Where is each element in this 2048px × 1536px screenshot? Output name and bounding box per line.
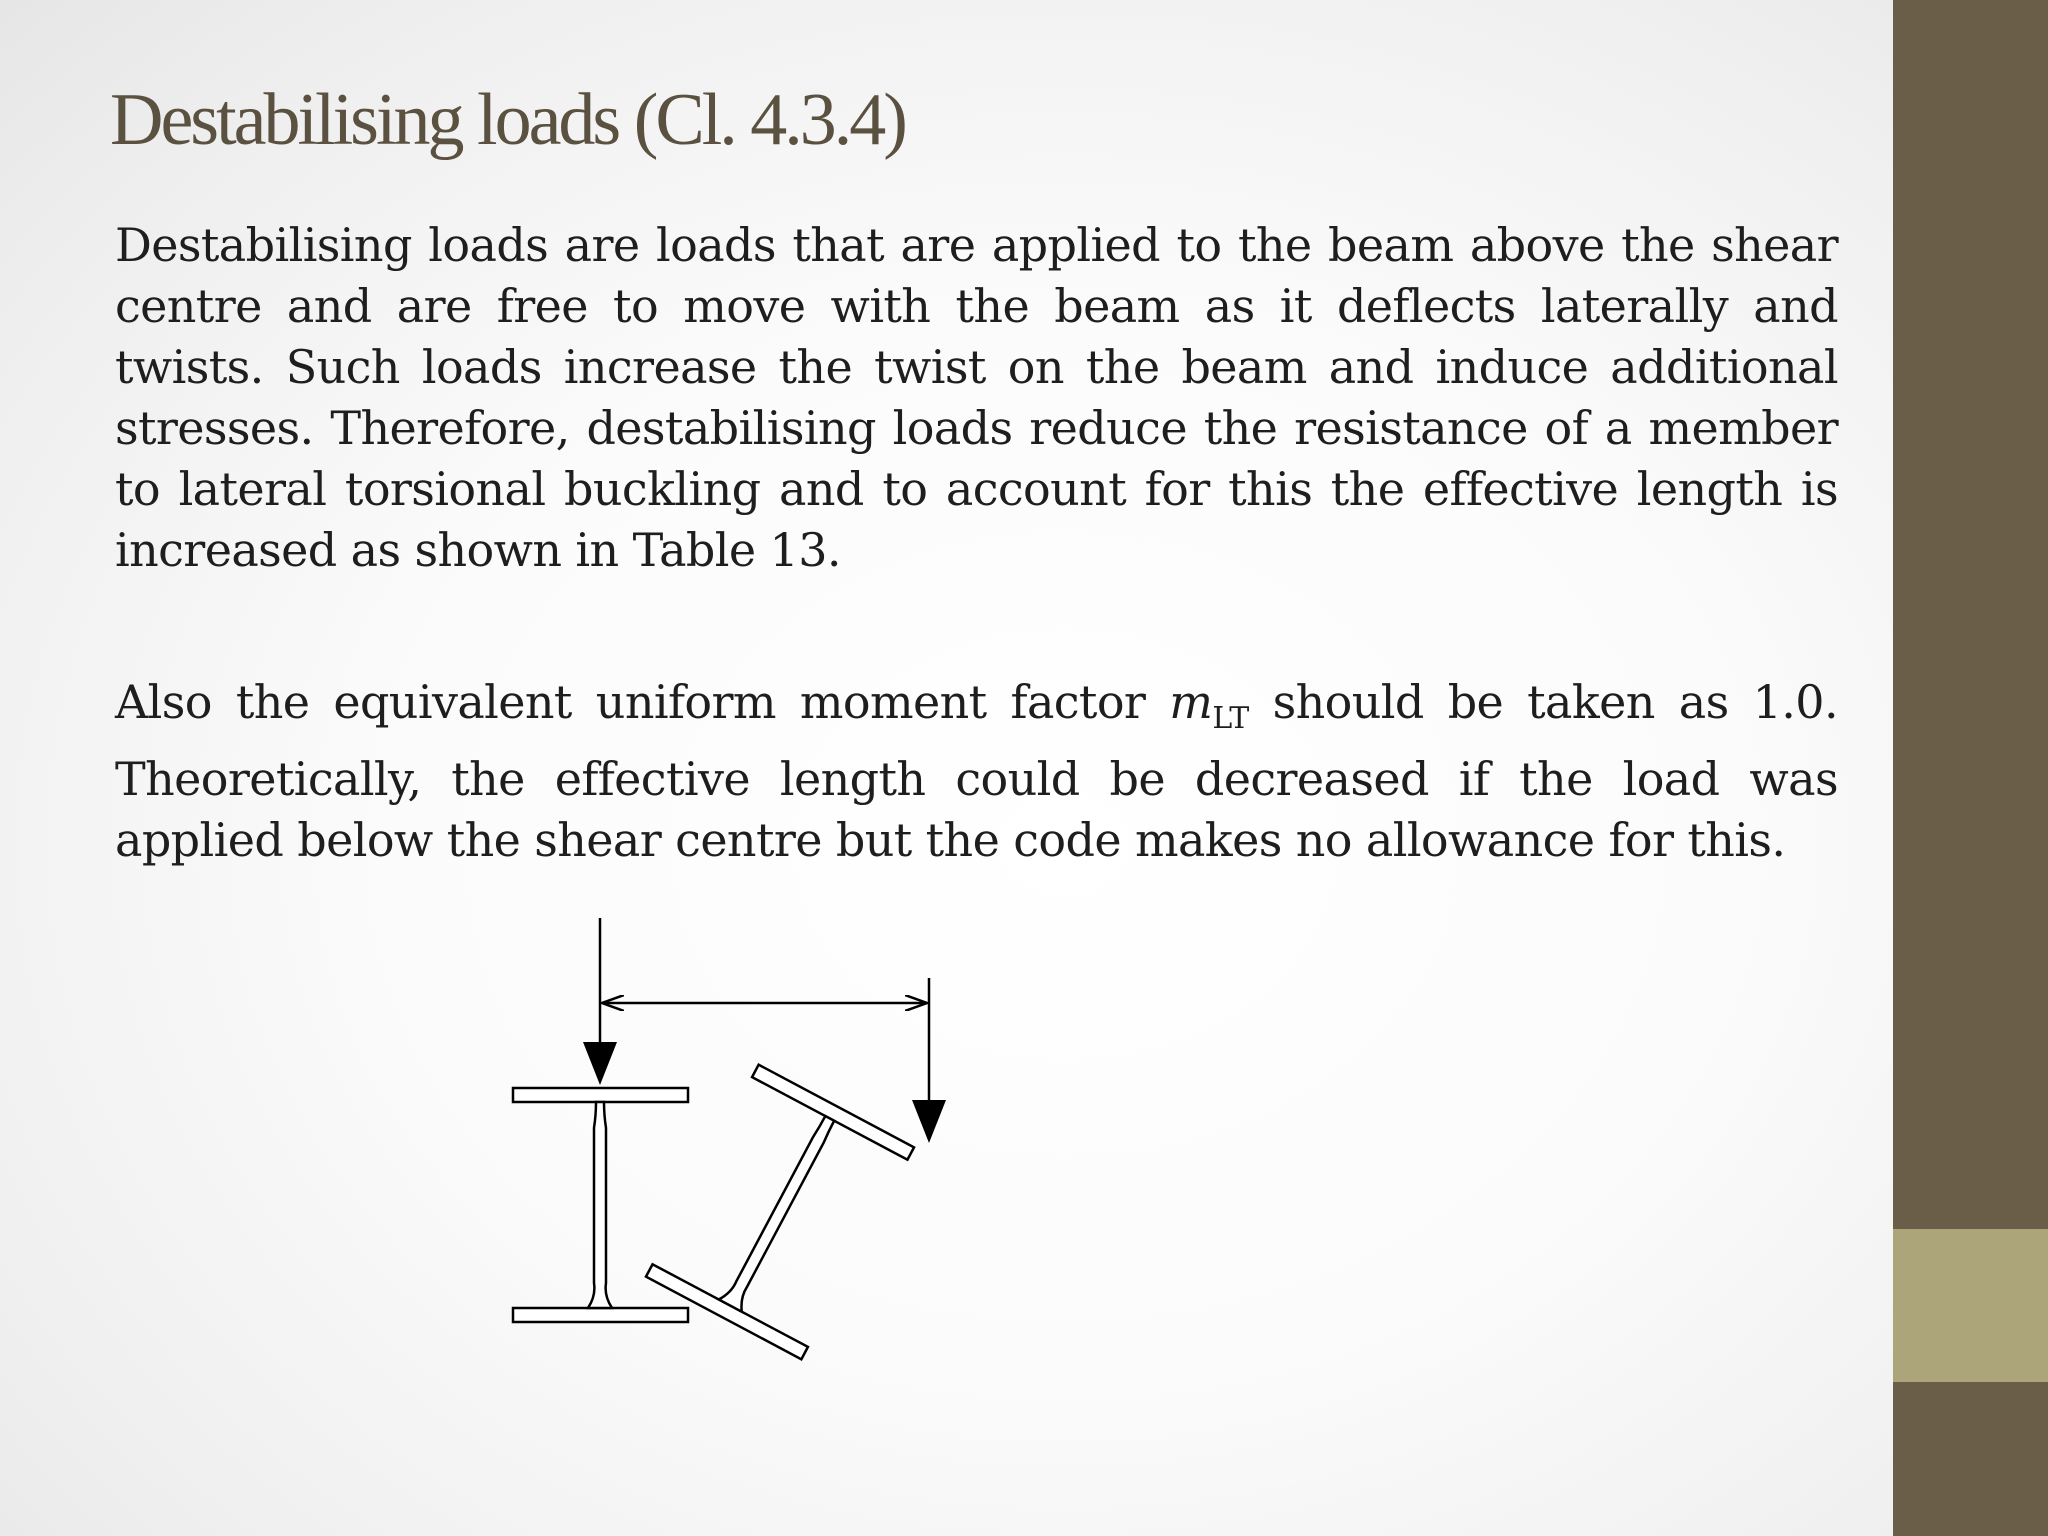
upright-i-beam [513, 1088, 688, 1322]
paragraph-text-start: Also the equivalent uniform moment factor [115, 675, 1170, 729]
variable-subscript: LT [1212, 701, 1249, 736]
sidebar-accent-block [1893, 1229, 2048, 1382]
paragraph-destabilising-definition: Destabilising loads are loads that are applied to the beam above the shear centre and are free to move with the beam as it deflects laterally and twists. Such loads increase the twist on the beam and induce additional stresses. Therefore, destabilising loads reduce the resistance of a member to lateral torsional buckling and to account for this the effective length is increased as shown in Table 13. [115, 218, 1838, 577]
load-arrow-upright [583, 918, 617, 1085]
variable-m [1169, 675, 1249, 736]
paragraph-text-end: should be taken as 1.0. Theoretically, the effective length could be decreased if the load was applied below the shear centre but the code makes no allowance for this. [115, 675, 1838, 867]
slide-title: Destabilising loads (Cl. 4.3.4) [110, 79, 905, 161]
variable-letter: m [1169, 675, 1213, 729]
beam-twist-diagram [500, 910, 1060, 1410]
paragraph-moment-factor [115, 672, 1838, 871]
